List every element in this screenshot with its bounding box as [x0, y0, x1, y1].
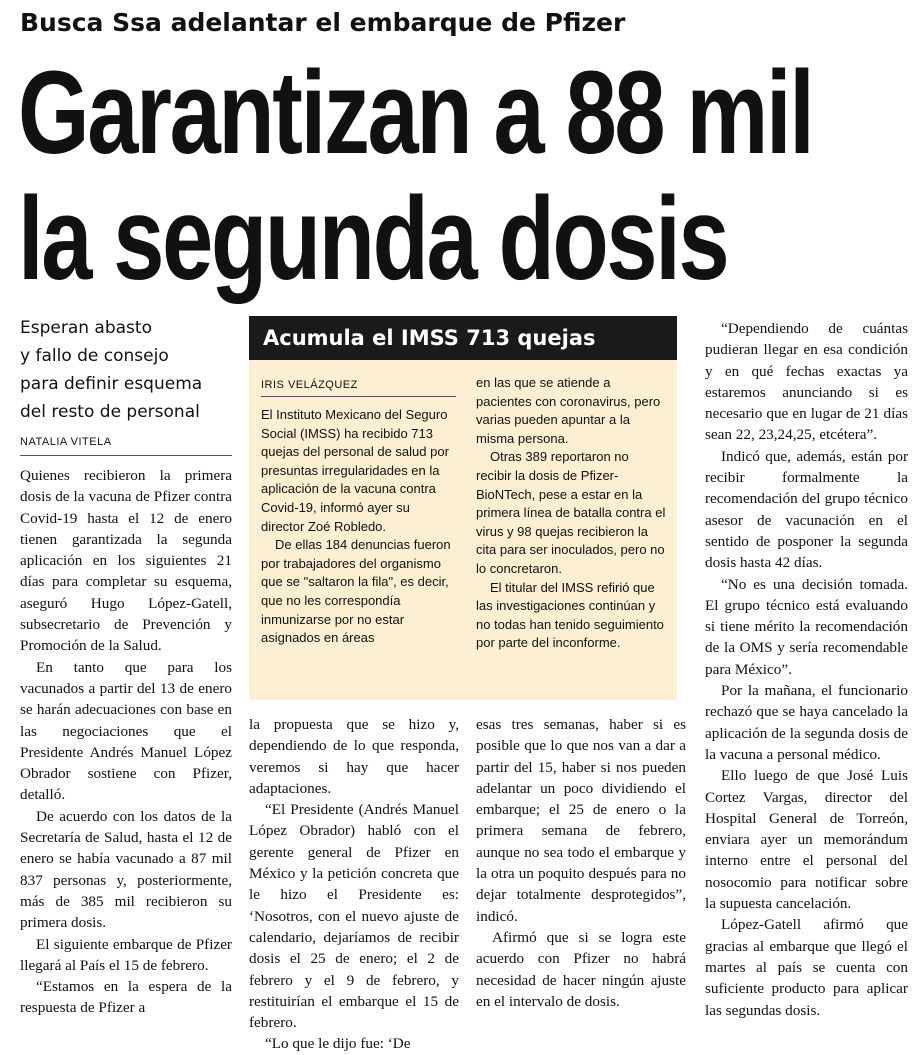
deck-line: y fallo de consejo: [20, 346, 169, 366]
headline-line-2: la segunda dosis: [18, 173, 728, 305]
sidebar-byline-divider: [261, 396, 456, 397]
body-column-2: [249, 714, 459, 1055]
deck-line: del resto de personal: [20, 402, 200, 422]
kicker: Busca Ssa adelantar el embarque de Pfizer: [20, 8, 626, 37]
paragraph: esas tres semanas, haber si es posible que lo que nos van a dar a partir del 15, haber si nos pueden adelantar un poco dividiendo el embarque; el 25 de enero o la primera semana de febrero, aunque no sea todo el embarque y la otra un poquito después para no dejar totalmente desprotegidos”, indicó.: [476, 716, 686, 925]
paragraph: “Dependiendo de cuántas pudieran llegar en esa condición y en qué fechas exactas ya estaremos anunciando si es necesario que en lugar de 21 días sean 22, 23,24,25, etcétera”.: [705, 320, 908, 444]
byline: NATALIA VITELA: [20, 436, 112, 448]
headline: [18, 47, 813, 305]
paragraph: Otras 389 reportaron no recibir la dosis de Pfizer-BioNTech, pese a estar en la primera línea de batalla contra el virus y 98 quejas recibieron la cita para ser inoculados, pero no lo concretaron.: [476, 449, 666, 576]
paragraph: El Instituto Mexicano del Seguro Social (IMSS) ha recibido 713 quejas del personal de salud por presuntas irregularidades en la aplicación de la vacuna contra Covid-19, informó ayer su director Zoé Robledo.: [261, 407, 449, 534]
sidebar-column-2: [476, 374, 666, 653]
paragraph: De acuerdo con los datos de la Secretaría de Salud, hasta el 12 de enero se había vacunado a 87 mil 837 personas y, posteriormente, más de 385 mil recibieron su primera dosis.: [20, 807, 232, 932]
paragraph: Indicó que, además, están por recibir formalmente la recomendación del grupo técnico asesor de vacunación en el sentido de posponer la segunda dosis hasta 42 días.: [705, 447, 908, 572]
paragraph: la propuesta que se hizo y, dependiendo de lo que responda, veremos si hay que hacer adaptaciones.: [249, 716, 459, 797]
deck: [20, 314, 240, 426]
deck-line: Esperan abasto: [20, 318, 152, 338]
paragraph: “Estamos en la espera de la respuesta de Pfizer a: [20, 978, 232, 1017]
body-column-4: [705, 318, 908, 1021]
sidebar-byline: IRIS VELÁZQUEZ: [261, 379, 358, 391]
sidebar-box: [249, 316, 677, 700]
body-column-3: [476, 714, 686, 1012]
paragraph: Ello luego de que José Luis Cortez Vargas, director del Hospital General de Torreón, enviara ayer un memorándum interno entre el personal del nosocomio para notificar sobre la supuesta cancelación.: [705, 767, 908, 913]
paragraph: Quienes recibieron la primera dosis de la vacuna de Pfizer contra Covid-19 hasta el 12 de enero tienen garantizada la segunda aplicación en los siguientes 21 días para completar su esquema, aseguró Hugo López-Gatell, subsecretario de Prevención y Promoción de la Salud.: [20, 467, 232, 655]
paragraph: en las que se atiende a pacientes con coronavirus, pero varias pueden apuntar a la misma persona.: [476, 375, 661, 446]
paragraph: El titular del IMSS refirió que las investigaciones continúan y no todas han tenido seguimiento por parte del inconforme.: [476, 579, 664, 651]
paragraph: López-Gatell afirmó que gracias al embarque que llegó el martes al país se cuenta con suficiente producto para aplicar las segundas dosis.: [705, 916, 908, 1019]
paragraph: “No es una decisión tomada. El grupo técnico está evaluando si tiene mérito la recomendación de la OMS y sería recomendable para México”.: [705, 575, 908, 678]
paragraph: En tanto que para los vacunados a partir del 13 de enero se harán adecuaciones con base en las negociaciones que el Presidente Andrés Manuel López Obrador sostiene con Pfizer, detalló.: [20, 658, 232, 804]
sidebar-column-1: [261, 406, 456, 648]
paragraph: Afirmó que si se logra este acuerdo con Pfizer no habrá necesidad de hacer ningún ajuste en el intervalo de dosis.: [476, 928, 686, 1010]
headline-line-1: Garantizan a 88 mil: [18, 47, 813, 179]
deck-line: para definir esquema: [20, 374, 203, 394]
paragraph: De ellas 184 denuncias fueron por trabajadores del organismo que se "saltaron la fila", es decir, que no les correspondía inmunizarse por no estar asignados en áreas: [261, 537, 451, 646]
body-column-1: [20, 465, 232, 1019]
byline-divider: [20, 455, 232, 456]
paragraph: “Lo que le dijo fue: ‘De: [265, 1035, 411, 1053]
paragraph: El siguiente embarque de Pfizer llegará al País el 15 de febrero.: [20, 935, 232, 974]
sidebar-title: Acumula el IMSS 713 quejas: [249, 316, 677, 360]
paragraph: Por la mañana, el funcionario rechazó que se haya cancelado la aplicación de la segunda dosis de la vacuna a personal médico.: [705, 682, 908, 763]
paragraph: “El Presidente (Andrés Manuel López Obrador) habló con el gerente general de Pfizer en México y la petición concreta que le hizo el Presidente es: ‘Nosotros, con el nuevo ajuste de calendario, dejaríamos de recibir dosis el 25 de enero; el 2 de febrero y el 9 de febrero, y restituirían el embarque el 15 de febrero.: [249, 801, 459, 1032]
